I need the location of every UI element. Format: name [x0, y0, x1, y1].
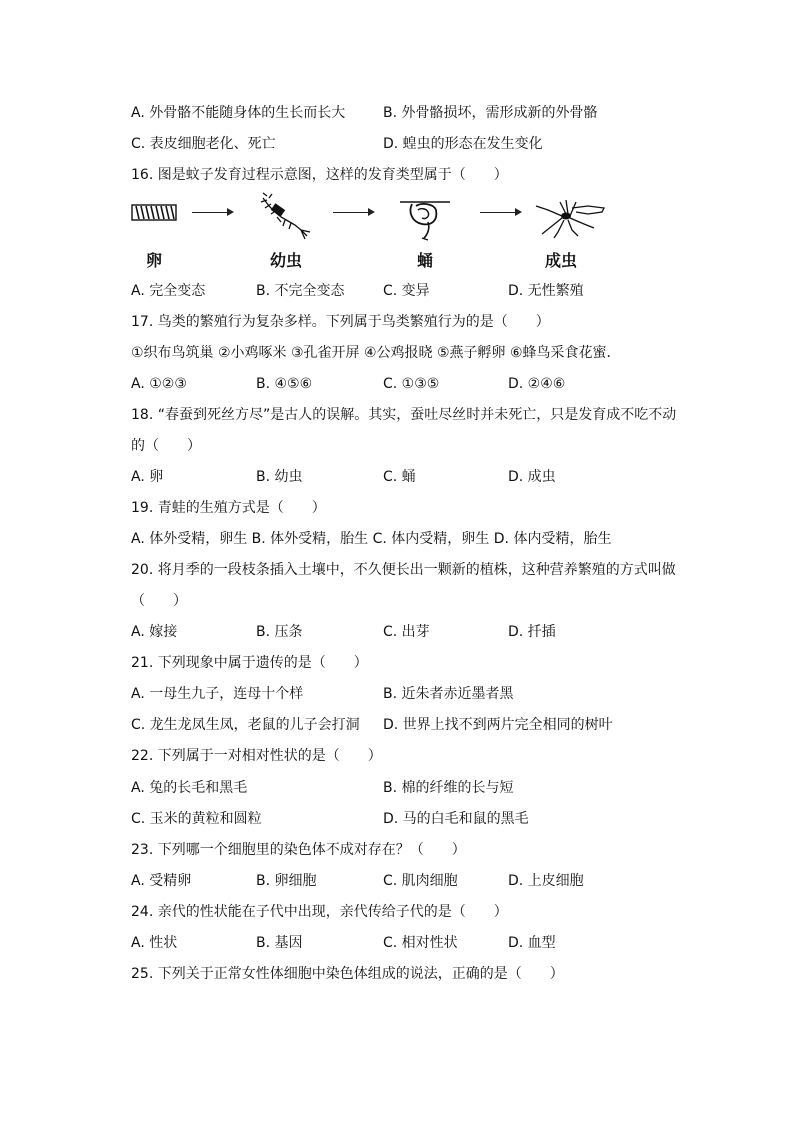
- q24-stem: 24. 亲代的性状能在子代中出现，亲代传给子代的是（ ）: [131, 904, 508, 920]
- q25-stem: 25. 下列关于正常女性体细胞中染色体组成的说法，正确的是（ ）: [131, 966, 564, 982]
- q22-option-d: D. 马的白毛和鼠的黑毛: [383, 811, 529, 827]
- q20-stem-line1: 20. 将月季的一段枝条插入土壤中，不久便长出一颗新的植株，这种营养繁殖的方式叫做: [131, 562, 676, 578]
- stage-label-egg: 卵: [146, 251, 163, 270]
- q24-option-a: A. 性状: [131, 935, 178, 951]
- q18-option-b: B. 幼虫: [256, 469, 303, 485]
- q18-option-d: D. 成虫: [508, 469, 556, 485]
- q15-option-c: C. 表皮细胞老化、死亡: [131, 136, 276, 152]
- q18-stem-line2: 的（ ）: [131, 438, 201, 454]
- arrow-icon: [480, 212, 520, 213]
- q22-option-a: A. 兔的长毛和黑毛: [131, 780, 248, 796]
- q19-options: A. 体外受精，卵生 B. 体外受精，胎生 C. 体内受精，卵生 D. 体内受精，胎生: [131, 531, 612, 547]
- q18-option-c: C. 蛹: [383, 469, 416, 485]
- q17-option-b: B. ④⑤⑥: [256, 376, 313, 392]
- q19-stem: 19. 青蛙的生殖方式是（ ）: [131, 500, 326, 516]
- q23-option-d: D. 上皮细胞: [508, 873, 584, 889]
- stage-label-larva: 幼虫: [270, 251, 303, 270]
- q23-stem: 23. 下列哪一个细胞里的染色体不成对存在？（ ）: [131, 842, 466, 858]
- q21-option-d: D. 世界上找不到两片完全相同的树叶: [383, 717, 613, 733]
- q22-stem: 22. 下列属于一对相对性状的是（ ）: [131, 748, 382, 764]
- q17-items: ①织布鸟筑巢 ②小鸡啄米 ③孔雀开屏 ④公鸡报晓 ⑤燕子孵卵 ⑥蜂鸟采食花蜜．: [131, 345, 621, 361]
- q20-option-d: D. 扦插: [508, 624, 556, 640]
- egg-raft-image: [130, 200, 180, 226]
- q21-option-c: C. 龙生龙凤生凤，老鼠的儿子会打洞: [131, 717, 360, 733]
- q15-option-a: A. 外骨骼不能随身体的生长而长大: [131, 105, 346, 121]
- q20-option-b: B. 压条: [256, 624, 303, 640]
- q16-option-c: C. 变异: [383, 283, 430, 299]
- q15-option-d: D. 蝗虫的形态在发生变化: [383, 136, 543, 152]
- q23-option-b: B. 卵细胞: [256, 873, 317, 889]
- q17-option-d: D. ②④⑥: [508, 376, 566, 392]
- adult-mosquito-image: [532, 198, 608, 240]
- q22-option-b: B. 棉的纤维的长与短: [383, 780, 514, 796]
- q17-option-a: A. ①②③: [131, 376, 187, 392]
- q20-option-a: A. 嫁接: [131, 624, 178, 640]
- stage-label-pupa: 蛹: [417, 251, 434, 270]
- pupa-image: [398, 198, 454, 242]
- q23-option-c: C. 肌肉细胞: [383, 873, 458, 889]
- q21-option-a: A. 一母生九子，连母十个样: [131, 686, 304, 702]
- q16-stem: 16. 图是蚊子发育过程示意图，这样的发育类型属于（ ）: [131, 167, 508, 183]
- q24-option-c: C. 相对性状: [383, 935, 458, 951]
- q16-option-d: D. 无性繁殖: [508, 283, 584, 299]
- q22-option-c: C. 玉米的黄粒和圆粒: [131, 811, 262, 827]
- q15-option-b: B. 外骨骼损坏，需形成新的外骨骼: [383, 105, 598, 121]
- stage-label-adult: 成虫: [545, 251, 578, 270]
- q24-option-d: D. 血型: [508, 935, 556, 951]
- arrow-icon: [192, 212, 232, 213]
- q20-option-c: C. 出芽: [383, 624, 430, 640]
- q17-option-c: C. ①③⑤: [383, 376, 440, 392]
- q16-option-a: A. 完全变态: [131, 283, 206, 299]
- arrow-icon: [333, 212, 373, 213]
- larva-image: [255, 192, 315, 244]
- q20-stem-line2: （ ）: [131, 593, 187, 609]
- q23-option-a: A. 受精卵: [131, 873, 192, 889]
- q16-option-b: B. 不完全变态: [256, 283, 345, 299]
- q21-stem: 21. 下列现象中属于遗传的是（ ）: [131, 655, 368, 671]
- q21-option-b: B. 近朱者赤近墨者黑: [383, 686, 514, 702]
- q24-option-b: B. 基因: [256, 935, 303, 951]
- q18-stem-line1: 18. “春蚕到死丝方尽”是古人的误解。其实，蚕吐尽丝时并未死亡，只是发育成不吃不动: [131, 407, 677, 423]
- q18-option-a: A. 卵: [131, 469, 164, 485]
- q17-stem: 17. 鸟类的繁殖行为复杂多样。下列属于鸟类繁殖行为的是（ ）: [131, 314, 550, 330]
